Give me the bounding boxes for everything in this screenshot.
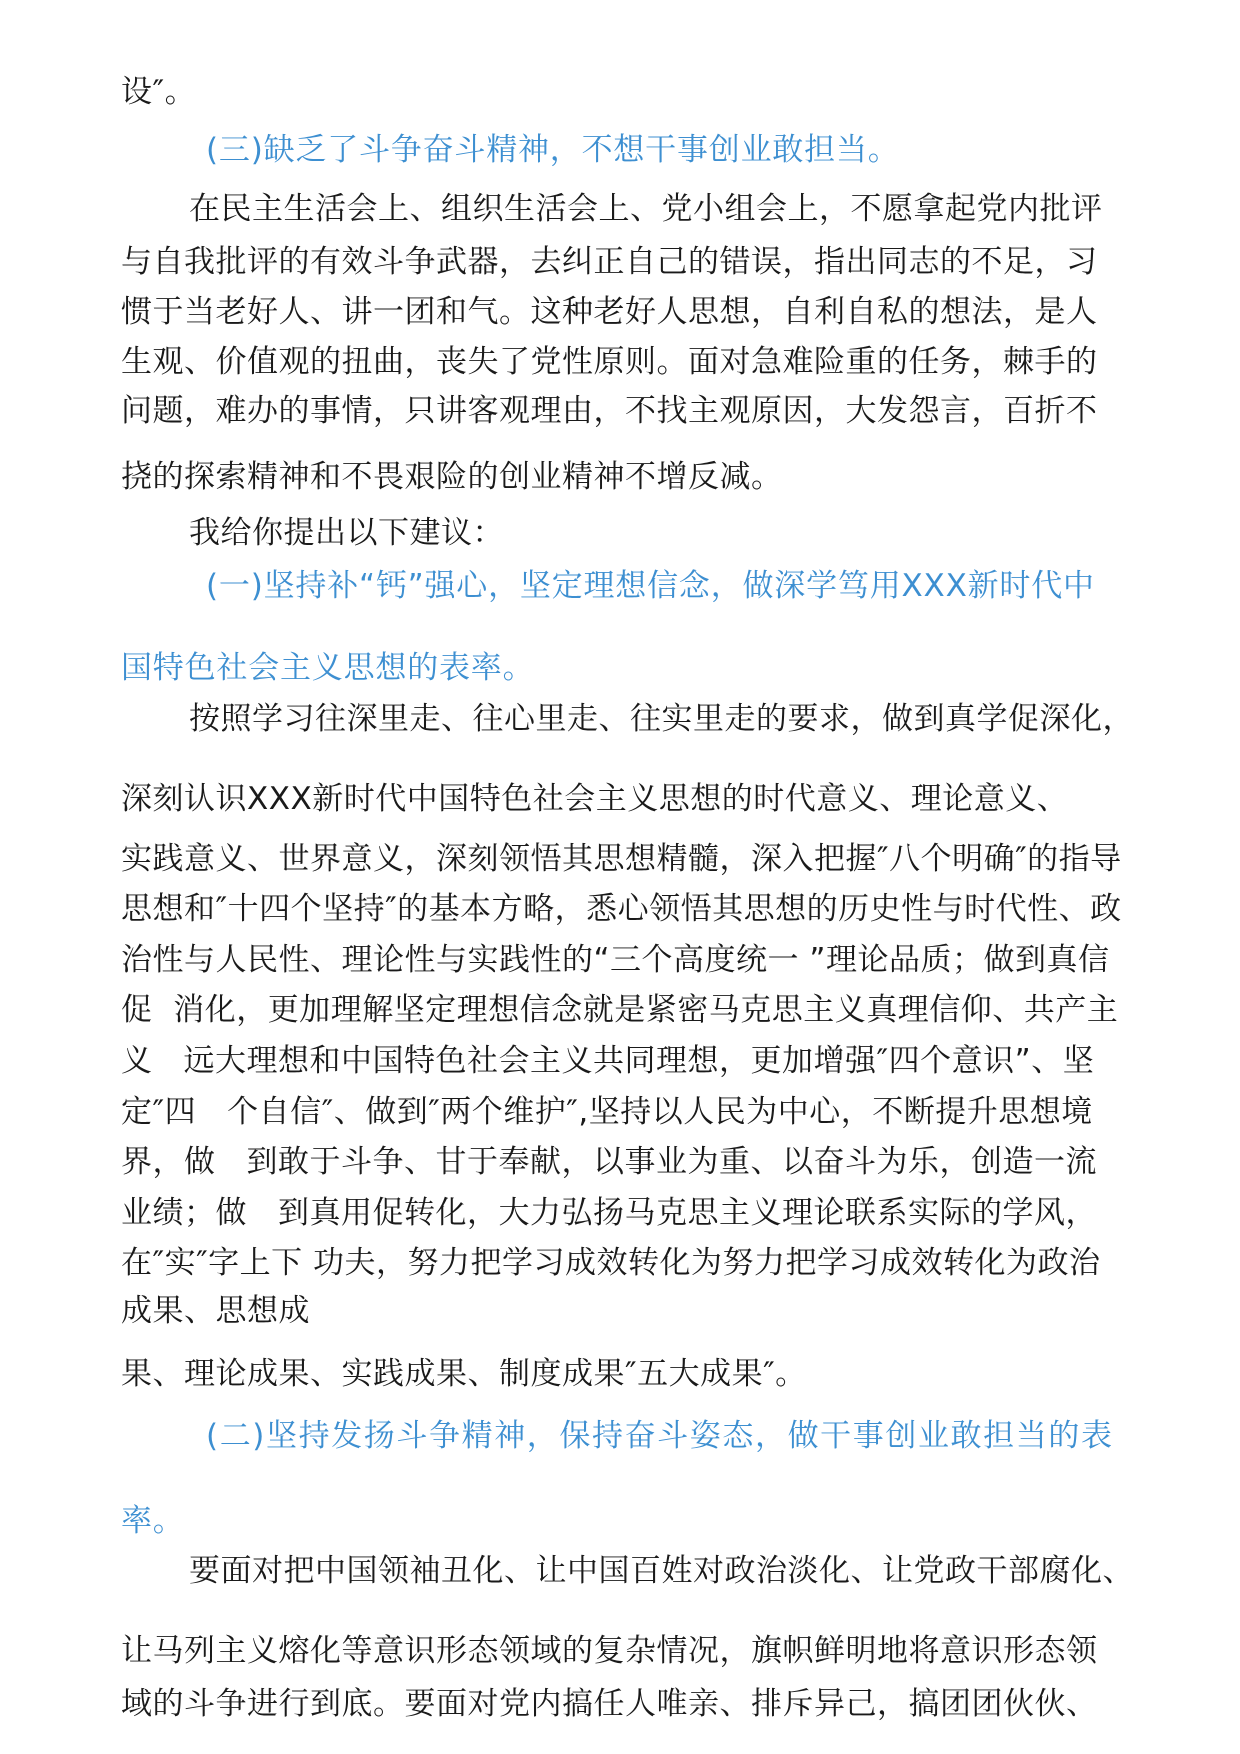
text-line: 设″。 [121, 74, 197, 110]
text-line: 在民主生活会上、组织生活会上、党小组会上，不愿拿起党内批评 [189, 191, 1103, 227]
text-line: 让马列主义熔化等意识形态领域的复杂情况，旗帜鲜明地将意识形态领 [121, 1633, 1098, 1669]
text-line: 深刻认识XXX新时代中国特色社会主义思想的时代意义、理论意义、 [121, 781, 1069, 817]
text-line: 促 消化，更加理解坚定理想信念就是紧密马克思主义真理信仰、共产主 [121, 992, 1119, 1028]
text-line: 与自我批评的有效斗争武器，去纠正自己的错误，指出同志的不足，习 [121, 244, 1098, 280]
section-heading-line: 率。 [121, 1503, 185, 1539]
text-line: 域的斗争进行到底。要面对党内搞任人唯亲、排斥异己，搞团团伙伙、 [121, 1686, 1098, 1722]
text-line: 成果、思想成 [121, 1293, 310, 1329]
text-line: 治性与人民性、理论性与实践性的“三个高度统一 ”理论品质；做到真信 [121, 942, 1110, 978]
section-heading-line: 国特色社会主义思想的表率。 [121, 650, 535, 686]
text-line: 界，做 到敢于斗争、甘于奉献，以事业为重、以奋斗为乐，创造一流 [121, 1144, 1098, 1180]
text-line: 要面对把中国领袖丑化、让中国百姓对政治淡化、让党政干部腐化、 [189, 1553, 1134, 1589]
text-line: 问题，难办的事情，只讲客观理由，不找主观原因，大发怨言，百折不 [121, 393, 1098, 429]
text-line: 业绩；做 到真用促转化，大力弘扬马克思主义理论联系实际的学风， [121, 1195, 1098, 1231]
text-line: 惯于当老好人、讲一团和气。这种老好人思想，自利自私的想法，是人 [121, 294, 1098, 330]
section-heading-line: (二)坚持发扬斗争精神，保持奋斗姿态，做干事创业敢担当的表 [206, 1418, 1114, 1454]
section-heading-line: (三)缺乏了斗争奋斗精神，不想干事创业敢担当。 [206, 132, 900, 168]
text-line: 生观、价值观的扭曲，丧失了党性原则。面对急难险重的任务，棘手的 [121, 344, 1098, 380]
suggestions-intro: 我给你提出以下建议： [189, 515, 504, 551]
text-line: 义 远大理想和中国特色社会主义共同理想，更加增强″四个意识”、坚 [121, 1043, 1095, 1079]
text-line: 定″四 个自信″、做到″两个维护″,坚持以人民为中心，不断提升思想境 [121, 1094, 1093, 1130]
text-line: 挠的探索精神和不畏艰险的创业精神不增反减。 [121, 459, 783, 495]
text-line: 果、理论成果、实践成果、制度成果″五大成果″。 [121, 1356, 807, 1392]
text-line: 思想和″十四个坚持″的基本方略，悉心领悟其思想的历史性与时代性、政 [121, 891, 1122, 927]
section-heading-line: (一)坚持补“钙”强心，坚定理想信念，做深学笃用XXX新时代中 [206, 568, 1095, 604]
text-line: 在″实″字上下 功夫，努力把学习成效转化为努力把学习成效转化为政治 [121, 1245, 1101, 1281]
text-line: 实践意义、世界意义，深刻领悟其思想精髓，深入把握″八个明确″的指导 [121, 841, 1122, 877]
text-line: 按照学习往深里走、往心里走、往实里走的要求，做到真学促深化， [189, 701, 1134, 737]
